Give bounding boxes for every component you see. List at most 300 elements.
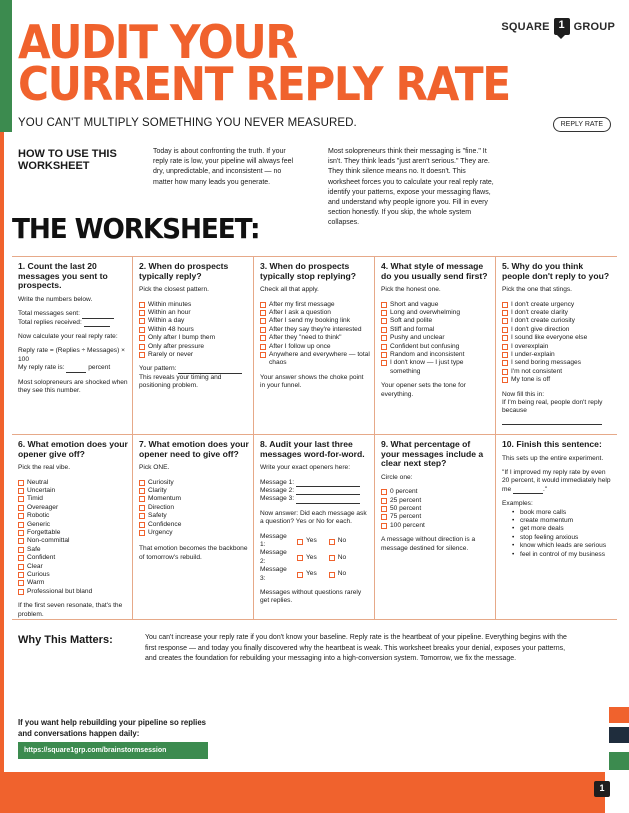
- sentence-end: .": [543, 485, 548, 493]
- checkbox[interactable]: [139, 302, 145, 308]
- checkbox-item[interactable]: [502, 301, 613, 309]
- section-note: This reveals your timing and positioning problem.: [139, 373, 222, 390]
- green-accent-bar: [0, 0, 12, 132]
- received-blank[interactable]: [84, 320, 110, 327]
- sentence-blank[interactable]: [513, 487, 543, 494]
- example-item: • book more calls: [520, 509, 613, 517]
- booking-link[interactable]: https://square1grp.com/brainstormsession: [18, 742, 208, 759]
- checkbox[interactable]: [502, 310, 508, 316]
- checkbox-label: Clarity: [148, 487, 167, 494]
- checkbox-item[interactable]: [18, 537, 128, 545]
- checkbox[interactable]: [381, 489, 387, 495]
- checkbox-item[interactable]: [18, 529, 128, 537]
- checkbox-item[interactable]: [381, 309, 491, 317]
- brand-left-text: SQUARE: [501, 20, 550, 33]
- checkbox-label: Uncertain: [27, 487, 56, 494]
- checkbox-list: [381, 488, 491, 530]
- checkbox[interactable]: [139, 318, 145, 324]
- checkbox[interactable]: [381, 302, 387, 308]
- section-title: 2. When do prospects typically reply?: [139, 261, 229, 281]
- rate-blank[interactable]: [66, 366, 86, 373]
- checkbox[interactable]: [18, 522, 24, 528]
- checkbox-label: After I send my booking link: [269, 317, 350, 325]
- checkbox-item[interactable]: [502, 343, 613, 351]
- checkbox[interactable]: [381, 327, 387, 333]
- checkbox-label: Within a day: [148, 317, 185, 325]
- checkbox-label: Warm: [27, 579, 45, 587]
- checkbox-item[interactable]: [18, 512, 128, 520]
- checkbox-label: After they "need to think": [269, 334, 342, 342]
- checkbox-item[interactable]: [260, 351, 370, 368]
- calc-instruction: Now calculate your real reply rate:: [18, 333, 118, 340]
- example-item: • stop feeling anxious: [520, 534, 613, 542]
- checkbox[interactable]: [502, 369, 508, 375]
- yes-label: Yes: [306, 553, 317, 561]
- no-checkbox[interactable]: [329, 572, 335, 578]
- checkbox-item[interactable]: [139, 326, 249, 334]
- checkbox-label: 50 percent: [390, 505, 422, 512]
- checkbox-item[interactable]: [18, 495, 128, 503]
- example-item: • get more deals: [520, 525, 613, 533]
- checkbox-item[interactable]: [139, 343, 249, 351]
- checkbox[interactable]: [502, 335, 508, 341]
- checkbox-label: Only after I bump them: [148, 334, 216, 342]
- no-label: No: [337, 570, 347, 578]
- no-label: No: [337, 536, 347, 544]
- checkbox-item[interactable]: [381, 351, 491, 359]
- section-title: 5. Why do you think people don't reply to you?: [502, 261, 610, 281]
- fill-text: If I'm being real, people don't reply because: [502, 399, 603, 415]
- checkbox-item[interactable]: [381, 488, 491, 496]
- example-item: • create momentum: [520, 517, 613, 525]
- no-checkbox[interactable]: [329, 539, 335, 545]
- checkbox[interactable]: [260, 318, 266, 324]
- title-line-2: CURRENT REPLY RATE: [18, 57, 510, 111]
- checkbox[interactable]: [139, 335, 145, 341]
- checkbox-item[interactable]: [260, 309, 370, 317]
- checkbox-label: Curiosity: [148, 478, 174, 486]
- yes-label: Yes: [306, 570, 317, 578]
- examples-list: [520, 509, 613, 559]
- checkbox-item[interactable]: [260, 326, 370, 334]
- footer-band: [0, 772, 605, 813]
- checkbox[interactable]: [139, 513, 145, 519]
- checkbox-item[interactable]: [139, 521, 249, 529]
- checkbox[interactable]: [139, 310, 145, 316]
- section-intro: Pick the real vibe.: [18, 464, 71, 472]
- checkbox-item[interactable]: [381, 334, 491, 342]
- yes-no-row: [260, 566, 370, 583]
- checkbox[interactable]: [18, 564, 24, 570]
- checkbox-item[interactable]: [381, 326, 491, 334]
- checkbox-item[interactable]: [381, 513, 491, 521]
- checkbox-label: Rarely or never: [148, 351, 194, 359]
- checkbox-label: Random and inconsistent: [390, 351, 465, 359]
- checkbox-label: 25 percent: [390, 496, 422, 504]
- checkbox[interactable]: [18, 589, 24, 595]
- section-8: [254, 435, 375, 619]
- checkbox-item[interactable]: [381, 359, 491, 376]
- checkbox-label: Direction: [148, 503, 175, 511]
- section-intro: Circle one:: [381, 473, 413, 481]
- help-text: If you want help rebuilding your pipeline so replies and conversations happen daily:: [18, 718, 207, 738]
- checkbox-item[interactable]: [502, 368, 613, 376]
- checkbox-label: 75 percent: [390, 513, 422, 521]
- section-3: [254, 257, 375, 434]
- checkbox-label: Urgency: [148, 529, 173, 537]
- checkbox[interactable]: [18, 496, 24, 502]
- message-blank[interactable]: [296, 497, 360, 504]
- checkbox[interactable]: [18, 547, 24, 553]
- checkbox-item[interactable]: [260, 317, 370, 325]
- checkbox-label: Confidence: [148, 520, 182, 528]
- checkbox-label: Within an hour: [148, 309, 191, 316]
- checkbox-item[interactable]: [18, 521, 128, 529]
- brand-right-text: GROUP: [573, 20, 615, 33]
- section-intro: Write your exact openers here:: [260, 464, 351, 472]
- checkbox-label: Robotic: [27, 512, 50, 520]
- formula: Reply rate = (Replies ÷ Messages) × 100: [18, 347, 125, 363]
- yes-no-grid: [260, 533, 370, 583]
- checkbox-item[interactable]: [18, 487, 128, 495]
- checkbox[interactable]: [260, 335, 266, 341]
- how-to-paragraph-1: Today is about confronting the truth. If your reply rate is low, your pipeline will always feel dry, unpredictable, and inconsistent — no matter how many leads you generate.: [153, 148, 294, 186]
- checkbox-item[interactable]: [18, 588, 128, 596]
- question-instruction: Now answer: Did each message ask a question? Yes or No for each.: [260, 509, 367, 526]
- checkbox-label: Overeager: [27, 503, 59, 511]
- checkbox-label: Anywhere and everywhere — total chaos: [269, 351, 370, 367]
- checkbox-item[interactable]: [139, 309, 249, 317]
- checkbox[interactable]: [139, 327, 145, 333]
- checkbox-item[interactable]: [502, 317, 613, 325]
- checkbox-item[interactable]: [381, 343, 491, 351]
- checkbox-item[interactable]: [502, 359, 613, 367]
- section-title: 4. What style of message do you usually send first?: [381, 261, 488, 281]
- checkbox-item[interactable]: [139, 495, 249, 503]
- checkbox-label: I don't create clarity: [511, 309, 568, 316]
- worksheet-grid: [12, 256, 617, 620]
- section-intro: Pick ONE.: [139, 464, 170, 472]
- worksheet-title: THE WORKSHEET:: [12, 212, 260, 245]
- received-label: Total replies received:: [18, 318, 82, 326]
- section-intro: Pick the honest one.: [381, 286, 441, 294]
- section-note: Most solopreneurs are shocked when they see this number.: [18, 378, 128, 395]
- checkbox-label: Neutral: [27, 478, 49, 486]
- checkbox-item[interactable]: [139, 351, 249, 359]
- section-intro: Check all that apply.: [260, 286, 319, 294]
- message-lines: [260, 479, 370, 504]
- checkbox[interactable]: [502, 352, 508, 358]
- example-item: • feel in control of my business: [520, 551, 613, 559]
- checkbox-item[interactable]: [139, 529, 249, 537]
- checkbox-item[interactable]: [502, 376, 613, 384]
- checkbox[interactable]: [381, 310, 387, 316]
- checkbox[interactable]: [381, 318, 387, 324]
- checkbox-label: Confident: [27, 554, 56, 562]
- checkbox-label: Non-committal: [27, 537, 70, 545]
- checkbox-item[interactable]: [139, 479, 249, 487]
- sent-blank[interactable]: [82, 312, 114, 319]
- checkbox-label: I don't create urgency: [511, 300, 575, 308]
- checkbox-label: After my first message: [269, 300, 335, 308]
- percent-label: percent: [88, 364, 111, 372]
- checkbox-label: Within 48 hours: [148, 325, 194, 333]
- checkbox-label: I don't give direction: [511, 325, 570, 333]
- checkbox-label: 100 percent: [390, 521, 425, 529]
- checkbox[interactable]: [502, 360, 508, 366]
- checkbox-item[interactable]: [18, 554, 128, 562]
- checkbox[interactable]: [260, 352, 266, 358]
- yes-checkbox[interactable]: [297, 539, 303, 545]
- reply-rate-tag: REPLY RATE: [553, 117, 611, 132]
- checkbox-item[interactable]: [139, 504, 249, 512]
- pattern-line: [139, 365, 249, 373]
- checkbox-label: After I follow up once: [269, 342, 331, 350]
- checkbox[interactable]: [260, 310, 266, 316]
- checkbox-label: I overexplain: [511, 342, 549, 350]
- subtitle: YOU CAN'T MULTIPLY SOMETHING YOU NEVER MEASURED.: [18, 117, 357, 129]
- checkbox[interactable]: [260, 302, 266, 308]
- message-label: Message 1:: [260, 532, 287, 549]
- corner-green-block: [609, 752, 629, 770]
- checkbox-label: Pushy and unclear: [390, 334, 445, 342]
- checkbox-label: Long and overwhelming: [390, 309, 461, 316]
- checkbox-item[interactable]: [139, 334, 249, 342]
- checkbox[interactable]: [381, 523, 387, 529]
- examples-label: Examples:: [502, 500, 533, 508]
- checkbox[interactable]: [18, 513, 24, 519]
- checkbox-item[interactable]: [139, 301, 249, 309]
- checkbox-label: I'm not consistent: [511, 367, 563, 375]
- checkbox-item[interactable]: [381, 505, 491, 513]
- section-title: 6. What emotion does your opener give off?: [18, 439, 128, 459]
- sentence-line: [502, 469, 613, 494]
- checkbox-label: Safety: [148, 512, 167, 520]
- section-title: 7. What emotion does your opener need to give off?: [139, 439, 249, 459]
- checkbox-label: Short and vague: [390, 300, 439, 308]
- pattern-label: Your pattern:: [139, 365, 177, 373]
- checkbox-item[interactable]: [381, 317, 491, 325]
- no-checkbox[interactable]: [329, 555, 335, 561]
- checkbox-label: Clear: [27, 562, 43, 570]
- checkbox-item[interactable]: [18, 504, 128, 512]
- message-blank[interactable]: [296, 480, 360, 487]
- section-note: A message without direction is a message destined for silence.: [381, 536, 476, 552]
- checkbox-item[interactable]: [260, 334, 370, 342]
- message-line: [260, 487, 370, 495]
- checkbox-item[interactable]: [18, 571, 128, 579]
- checkbox-label: I sound like everyone else: [511, 334, 588, 342]
- yes-label: Yes: [306, 536, 317, 544]
- section-10: [496, 435, 617, 619]
- checkbox-label: Momentum: [148, 495, 181, 503]
- message-blank[interactable]: [296, 488, 360, 495]
- checkbox[interactable]: [18, 572, 24, 578]
- section-title: 8. Audit your last three messages word-for-word.: [260, 439, 365, 459]
- checkbox[interactable]: [139, 505, 145, 511]
- checkbox-list: [502, 301, 613, 385]
- checkbox-item[interactable]: [139, 487, 249, 495]
- checkbox[interactable]: [502, 302, 508, 308]
- checkbox-item[interactable]: [139, 512, 249, 520]
- message-label: Message 2:: [260, 487, 295, 494]
- checkbox-label: My tone is off: [511, 376, 551, 384]
- checkbox[interactable]: [260, 344, 266, 350]
- section-title: 9. What percentage of your messages include a clear next step?: [381, 439, 484, 469]
- checkbox-item[interactable]: [502, 309, 613, 317]
- checkbox[interactable]: [502, 377, 508, 383]
- checkbox-label: Soft and polite: [390, 317, 433, 325]
- yes-checkbox[interactable]: [297, 555, 303, 561]
- sentence-prompt: "If I improved my reply rate by even 20 percent, it would immediately help me: [502, 469, 611, 493]
- example-item: • know which leads are serious: [520, 542, 613, 550]
- why-body: You can't increase your reply rate if you don't know your baseline. Reply rate is the heartbeat of your pipeline. Everything begins with the first response — and today you finally discovered why the heartbeat is weak. This worksheet breaks your denial, exposes your patterns, and creates the foundation for rebuilding your messaging into a high-conversion system. Tomorrow, we fix the message.: [145, 634, 567, 663]
- title-line-1: AUDIT YOUR: [18, 15, 297, 69]
- checkbox-label: Forgettable: [27, 529, 61, 537]
- message-line: [260, 495, 370, 503]
- sent-label: Total messages sent:: [18, 310, 80, 318]
- checkbox[interactable]: [139, 352, 145, 358]
- checkbox-item[interactable]: [502, 326, 613, 334]
- checkbox-list: [260, 301, 370, 368]
- checkbox-label: I don't know — I just type something: [390, 359, 464, 375]
- checkbox[interactable]: [139, 488, 145, 494]
- message-line: [260, 479, 370, 487]
- checkbox[interactable]: [18, 538, 24, 544]
- checkbox-item[interactable]: [381, 497, 491, 505]
- checkbox-item[interactable]: [381, 301, 491, 309]
- checkbox[interactable]: [381, 514, 387, 520]
- checkbox[interactable]: [381, 352, 387, 358]
- checkbox-label: I send boring messages: [511, 359, 582, 367]
- corner-orange-block: [609, 707, 629, 723]
- footer-logo-icon: 1: [594, 781, 610, 797]
- checkbox[interactable]: [381, 360, 387, 366]
- checkbox-label: Curious: [27, 571, 50, 579]
- section-1: [12, 257, 133, 434]
- checkbox-item[interactable]: [18, 546, 128, 554]
- corner-dark-block: [609, 727, 629, 743]
- checkbox-item[interactable]: [502, 334, 613, 342]
- reply-rate-line: [18, 364, 128, 372]
- message-label: Message 1:: [260, 478, 295, 486]
- how-to-paragraph-2: Most solopreneurs think their messaging is "fine." It isn't. They think leads "just aren't serious." They are. They think silence means no. It doesn't. This worksheet forces you to calculate your real reply rate, identify your patterns, expose your messaging flaws, and understand why people ignore you. Fill in every section honestly. If you skip, the whole system collapses.: [328, 148, 494, 227]
- checkbox-label: After they say they're interested: [269, 325, 362, 333]
- checkbox-label: After I ask a question: [269, 309, 331, 316]
- fill-label: Now fill this in:: [502, 390, 545, 398]
- checkbox-label: Timid: [27, 495, 43, 503]
- section-note: If the first seven resonate, that's the problem.: [18, 602, 123, 618]
- brand-square-icon: 1: [554, 18, 570, 35]
- checkbox-item[interactable]: [260, 301, 370, 309]
- how-to-title: HOW TO USE THIS WORKSHEET: [18, 148, 117, 172]
- yes-no-row: [260, 549, 370, 566]
- checkbox-label: Confident but confusing: [390, 342, 460, 350]
- section-intro: This sets up the entire experiment.: [502, 454, 604, 462]
- yes-no-row: [260, 533, 370, 550]
- section-title: 1. Count the last 20 messages you sent to prospects.: [18, 261, 108, 291]
- checkbox-label: Professional but bland: [27, 587, 93, 595]
- checkbox-label: Only after pressure: [148, 342, 205, 350]
- checkbox-list: [18, 479, 128, 597]
- why-title: Why This Matters:: [18, 634, 113, 646]
- section-note: Your opener sets the tone for everything.: [381, 382, 466, 398]
- checkbox[interactable]: [381, 506, 387, 512]
- checkbox[interactable]: [502, 327, 508, 333]
- checkbox-label: I under-explain: [511, 351, 555, 359]
- section-title: 10. Finish this sentence:: [502, 439, 602, 449]
- checkbox[interactable]: [18, 580, 24, 586]
- checkbox[interactable]: [381, 344, 387, 350]
- my-rate-label: My reply rate is:: [18, 364, 65, 372]
- worksheet-row-2: [12, 434, 617, 620]
- checkbox[interactable]: [139, 480, 145, 486]
- section-title: 3. When do prospects typically stop replying?: [260, 261, 356, 281]
- checkbox[interactable]: [18, 488, 24, 494]
- checkbox-item[interactable]: [381, 522, 491, 530]
- checkbox[interactable]: [502, 318, 508, 324]
- section-2: [133, 257, 254, 434]
- checkbox[interactable]: [381, 498, 387, 504]
- checkbox-list: [381, 301, 491, 377]
- checkbox-item[interactable]: [18, 479, 128, 487]
- section-note: That emotion becomes the backbone of tomorrow's rebuild.: [139, 545, 248, 561]
- checkbox-item[interactable]: [18, 579, 128, 587]
- section-9: [375, 435, 496, 619]
- checkbox-label: 0 percent: [390, 488, 418, 496]
- checkbox-item[interactable]: [502, 351, 613, 359]
- checkbox[interactable]: [18, 530, 24, 536]
- brand-logo: [501, 18, 615, 35]
- checkbox-list: [139, 301, 249, 360]
- section-intro: Write the numbers below.: [18, 295, 93, 303]
- checkbox[interactable]: [139, 344, 145, 350]
- sent-line: [18, 310, 128, 318]
- checkbox-label: I don't create curiosity: [511, 317, 575, 325]
- checkbox[interactable]: [18, 480, 24, 486]
- worksheet-row-1: [12, 256, 617, 434]
- checkbox[interactable]: [381, 335, 387, 341]
- fill-blank[interactable]: [502, 416, 602, 425]
- section-note: Messages without questions rarely get replies.: [260, 589, 362, 605]
- checkbox-list: [139, 479, 249, 538]
- checkbox[interactable]: [139, 530, 145, 536]
- orange-accent-bar: [0, 132, 4, 813]
- checkbox[interactable]: [260, 327, 266, 333]
- checkbox[interactable]: [18, 505, 24, 511]
- message-label: Message 3:: [260, 495, 295, 503]
- yes-checkbox[interactable]: [297, 572, 303, 578]
- section-5: [496, 257, 617, 434]
- section-6: [12, 435, 133, 619]
- no-label: No: [337, 553, 347, 561]
- section-intro: Pick the one that stings.: [502, 286, 573, 294]
- checkbox-label: Stiff and formal: [390, 325, 435, 333]
- received-line: [18, 319, 128, 327]
- checkbox-label: Within minutes: [148, 300, 192, 308]
- section-7: [133, 435, 254, 619]
- checkbox-item[interactable]: [260, 343, 370, 351]
- pattern-blank[interactable]: [178, 367, 242, 374]
- checkbox-item[interactable]: [139, 317, 249, 325]
- checkbox[interactable]: [502, 344, 508, 350]
- message-label: Message 2:: [260, 549, 287, 565]
- checkbox[interactable]: [139, 522, 145, 528]
- checkbox-item[interactable]: [18, 563, 128, 571]
- section-intro: Pick the closest pattern.: [139, 286, 210, 294]
- checkbox[interactable]: [139, 496, 145, 502]
- checkbox[interactable]: [18, 555, 24, 561]
